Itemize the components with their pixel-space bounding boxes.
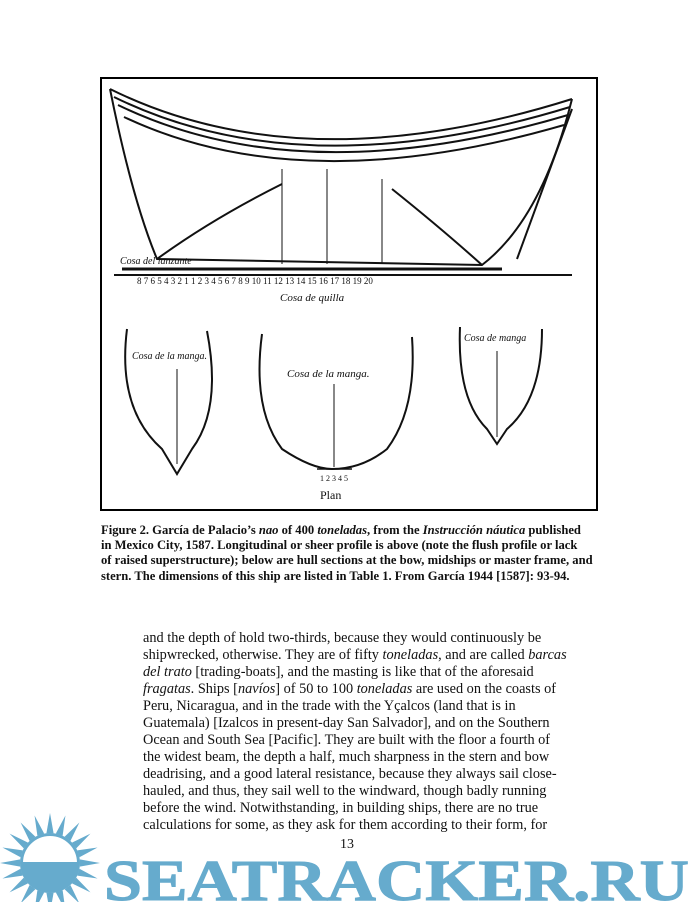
body-line [143,698,583,715]
text-segment: . Ships [ [190,681,238,697]
sun-ray [56,815,66,835]
stern-section-label: Cosa de manga [464,333,527,344]
text-segment: [trading-boats], and the masting is like that of the aforesaid [191,664,534,680]
page-number: 13 [340,837,354,852]
text-segment: published [525,523,581,537]
text-segment: calculations for some, as they ask for them according to their form, for [143,817,548,833]
body-line [143,800,583,817]
body-text [143,630,583,834]
sun-ray [0,859,20,866]
plan-label: Plan [320,488,342,502]
plan-numbers: 1 2 3 4 5 [320,474,348,483]
text-segment: are used on the coasts of [412,681,557,697]
ship-drawing [102,79,596,509]
sun-ray [21,885,36,902]
text-segment: , and are called [438,647,529,663]
sun-ray [56,890,66,902]
text-segment: Ocean and South Sea [Pacific]. They are built with the floor a fourth of [143,732,551,748]
body-line [143,783,583,800]
sun-ray [10,834,28,849]
text-segment: shipwrecked, otherwise. They are of fifty [143,647,383,663]
text-segment: of 400 [278,523,318,537]
body-line [143,630,583,647]
text-segment: barcas [528,647,567,663]
frame-lines [282,169,382,264]
text-segment: nao [258,523,279,537]
text-segment: Figure 2. García de Palacio’s [101,523,259,537]
caption-line [101,569,611,584]
body-line [143,647,583,664]
text-segment: navíos [237,681,276,697]
hull-outline [110,89,572,265]
sun-ray [35,815,45,835]
midship-section-label: Cosa de la manga. [287,368,370,380]
text-segment: in Mexico City, 1587. Longitudinal or sheer profile is above (note the flush profile or lack [101,538,578,553]
bow-section-label: Cosa de la manga. [132,351,207,362]
text-segment: ] of 50 to 100 [275,681,357,697]
sun-ray [65,885,80,902]
sun-ray [65,823,80,841]
sun-ray [2,848,22,858]
caption-line [101,538,611,553]
body-line [143,766,583,783]
text-segment: del trato [143,664,192,680]
text-segment: fragatas [143,681,191,697]
body-line [143,681,583,698]
sun-ray [10,878,28,893]
keel-label: Cosa de quilla [280,292,345,304]
body-line [143,715,583,732]
text-segment: before the wind. Notwithstanding, in building ships, there are no true [143,800,539,816]
text-segment: Guatemala) [Izalcos in present-day San Salvador], and on the Southern [143,715,550,731]
sun-ray [46,813,53,833]
sun-ray [46,893,53,902]
text-segment: deadrising, and a good lateral resistance, because they always sail close- [143,766,557,782]
text-segment: the widest beam, the depth a half, much sharpness in the stern and bow [143,749,550,765]
text-segment: toneladas [356,681,413,697]
text-segment: and the depth of hold two-thirds, because they would continuously be [143,630,542,646]
sun-ray [77,869,97,879]
body-line [143,664,583,681]
sun-ray [77,848,97,858]
stern-section [460,327,542,444]
sun-logo-icon [0,813,100,902]
sun-ray [72,834,90,849]
bow-rising-line [157,184,282,259]
text-segment: toneladas [382,647,439,663]
rising-label: Cosa del lanzante [120,256,192,267]
sun-core [20,833,80,893]
stern-rising-line [392,189,482,265]
text-segment: toneladas [317,523,367,537]
caption-line [101,553,611,568]
sun-ray [80,859,100,866]
sun-ray [72,878,90,893]
body-line [143,749,583,766]
body-line [143,817,583,834]
watermark-text: SEATRACKER.RU [104,848,689,902]
text-segment: stern. The dimensions of this ship are listed in Table 1. From García 1944 [1587]: 93-94. [101,568,570,583]
ship-figure [100,77,598,511]
sun-ray [35,890,45,902]
figure-caption [101,523,611,584]
text-segment: hauled, and thus, they sail well to the windward, though badly running [143,783,547,799]
midship-section [260,334,413,469]
text-segment: Instrucción náutica [422,523,526,537]
sun-ray [21,823,36,841]
text-segment: Peru, Nicaragua, and in the trade with the Yçalcos (land that is in [143,698,516,714]
caption-line [101,523,611,538]
text-segment: of raised superstructure); below are hull sections at the bow, midships or master frame, and [101,553,593,568]
sun-ray [2,869,22,879]
text-segment: , from the [367,523,423,537]
body-line [143,732,583,749]
keel-numbers: 8 7 6 5 4 3 2 1 1 2 3 4 5 6 7 8 9 10 11 12 13 14 15 16 17 18 19 20 [137,276,373,286]
